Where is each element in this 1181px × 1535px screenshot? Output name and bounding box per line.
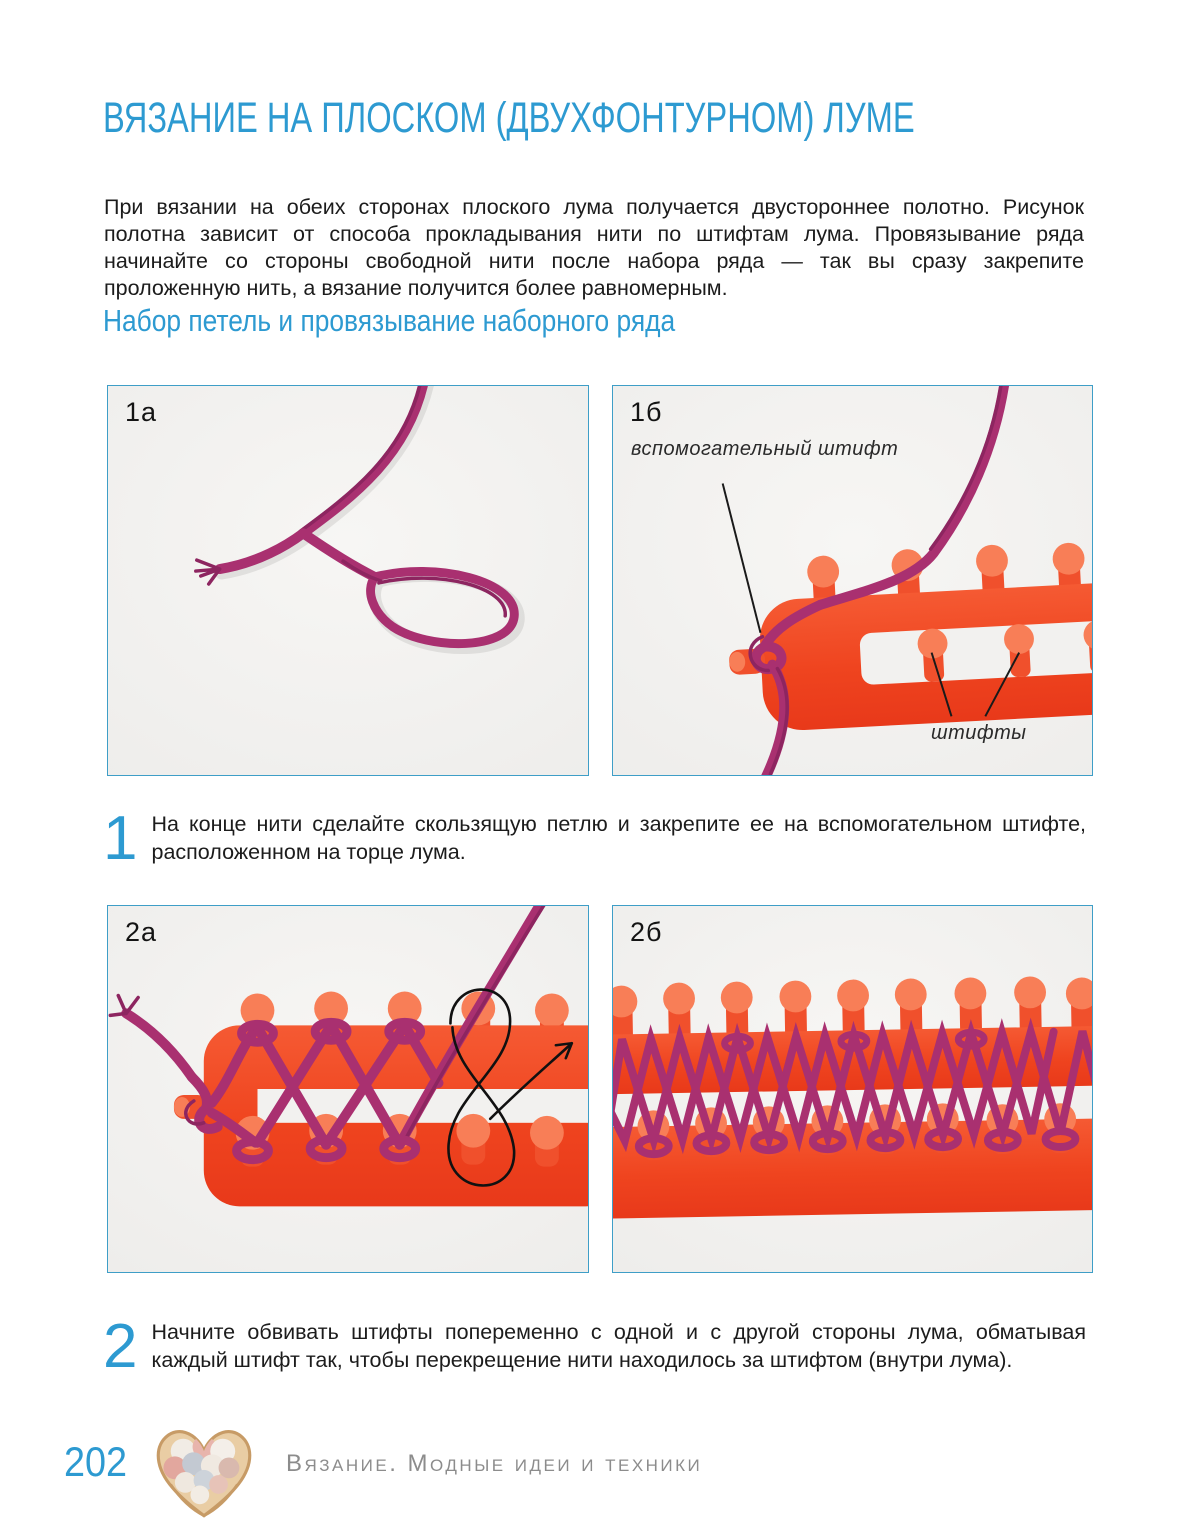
step-1	[103, 804, 1086, 873]
step-1-number: 1	[103, 804, 138, 873]
page-number: 202	[64, 1438, 128, 1485]
panel-label-2b: 2б	[630, 917, 663, 947]
cast-on-start-photo	[108, 906, 588, 1272]
slip-knot-photo	[108, 386, 588, 775]
section-title: Набор петель и провязывание наборного ряда	[103, 303, 676, 338]
yarn-basket-image	[152, 1420, 256, 1524]
intro-paragraph: При вязании на обеих сторонах плоского лума получается двустороннее полотно. Рисунок полотна зависит от способа прокладывания нити по штифтам лума. Провязывание ряда начинайте со стороны свободной нити после набора ряда — так вы сразу закрепите проложенную нить, а вязание получится более равномерным.	[104, 194, 1084, 300]
annotation-auxiliary-peg: вспомогательный штифт	[631, 438, 899, 460]
page-title: ВЯЗАНИЕ НА ПЛОСКОМ (ДВУХФОНТУРНОМ) ЛУМЕ	[103, 94, 915, 142]
panel-label-2a: 2а	[125, 917, 158, 947]
book-title: Вязание. Модные идеи и техники	[286, 1450, 703, 1477]
photo-panel-2b	[612, 905, 1093, 1273]
step-2-number: 2	[103, 1312, 138, 1381]
photo-panel-2a	[107, 905, 589, 1273]
step-1-text: На конце нити сделайте скользящую петлю и закрепите ее на вспомогательном штифте, расположенном на торце лума.	[151, 812, 1086, 864]
step-2	[103, 1312, 1086, 1381]
step-2-text: Начните обвивать штифты попеременно с одной и с другой стороны лума, обматывая каждый штифт так, чтобы перекрещение нити находилось за штифтом (внутри лума).	[151, 1320, 1086, 1372]
cast-on-row-photo	[613, 906, 1092, 1272]
page-footer	[64, 1424, 1114, 1524]
annotation-pegs: штифты	[931, 722, 1027, 744]
panel-label-1b: 1б	[630, 397, 663, 427]
photo-panel-1b	[612, 385, 1093, 776]
panel-label-1a: 1а	[125, 397, 158, 427]
photo-panel-1a	[107, 385, 589, 776]
